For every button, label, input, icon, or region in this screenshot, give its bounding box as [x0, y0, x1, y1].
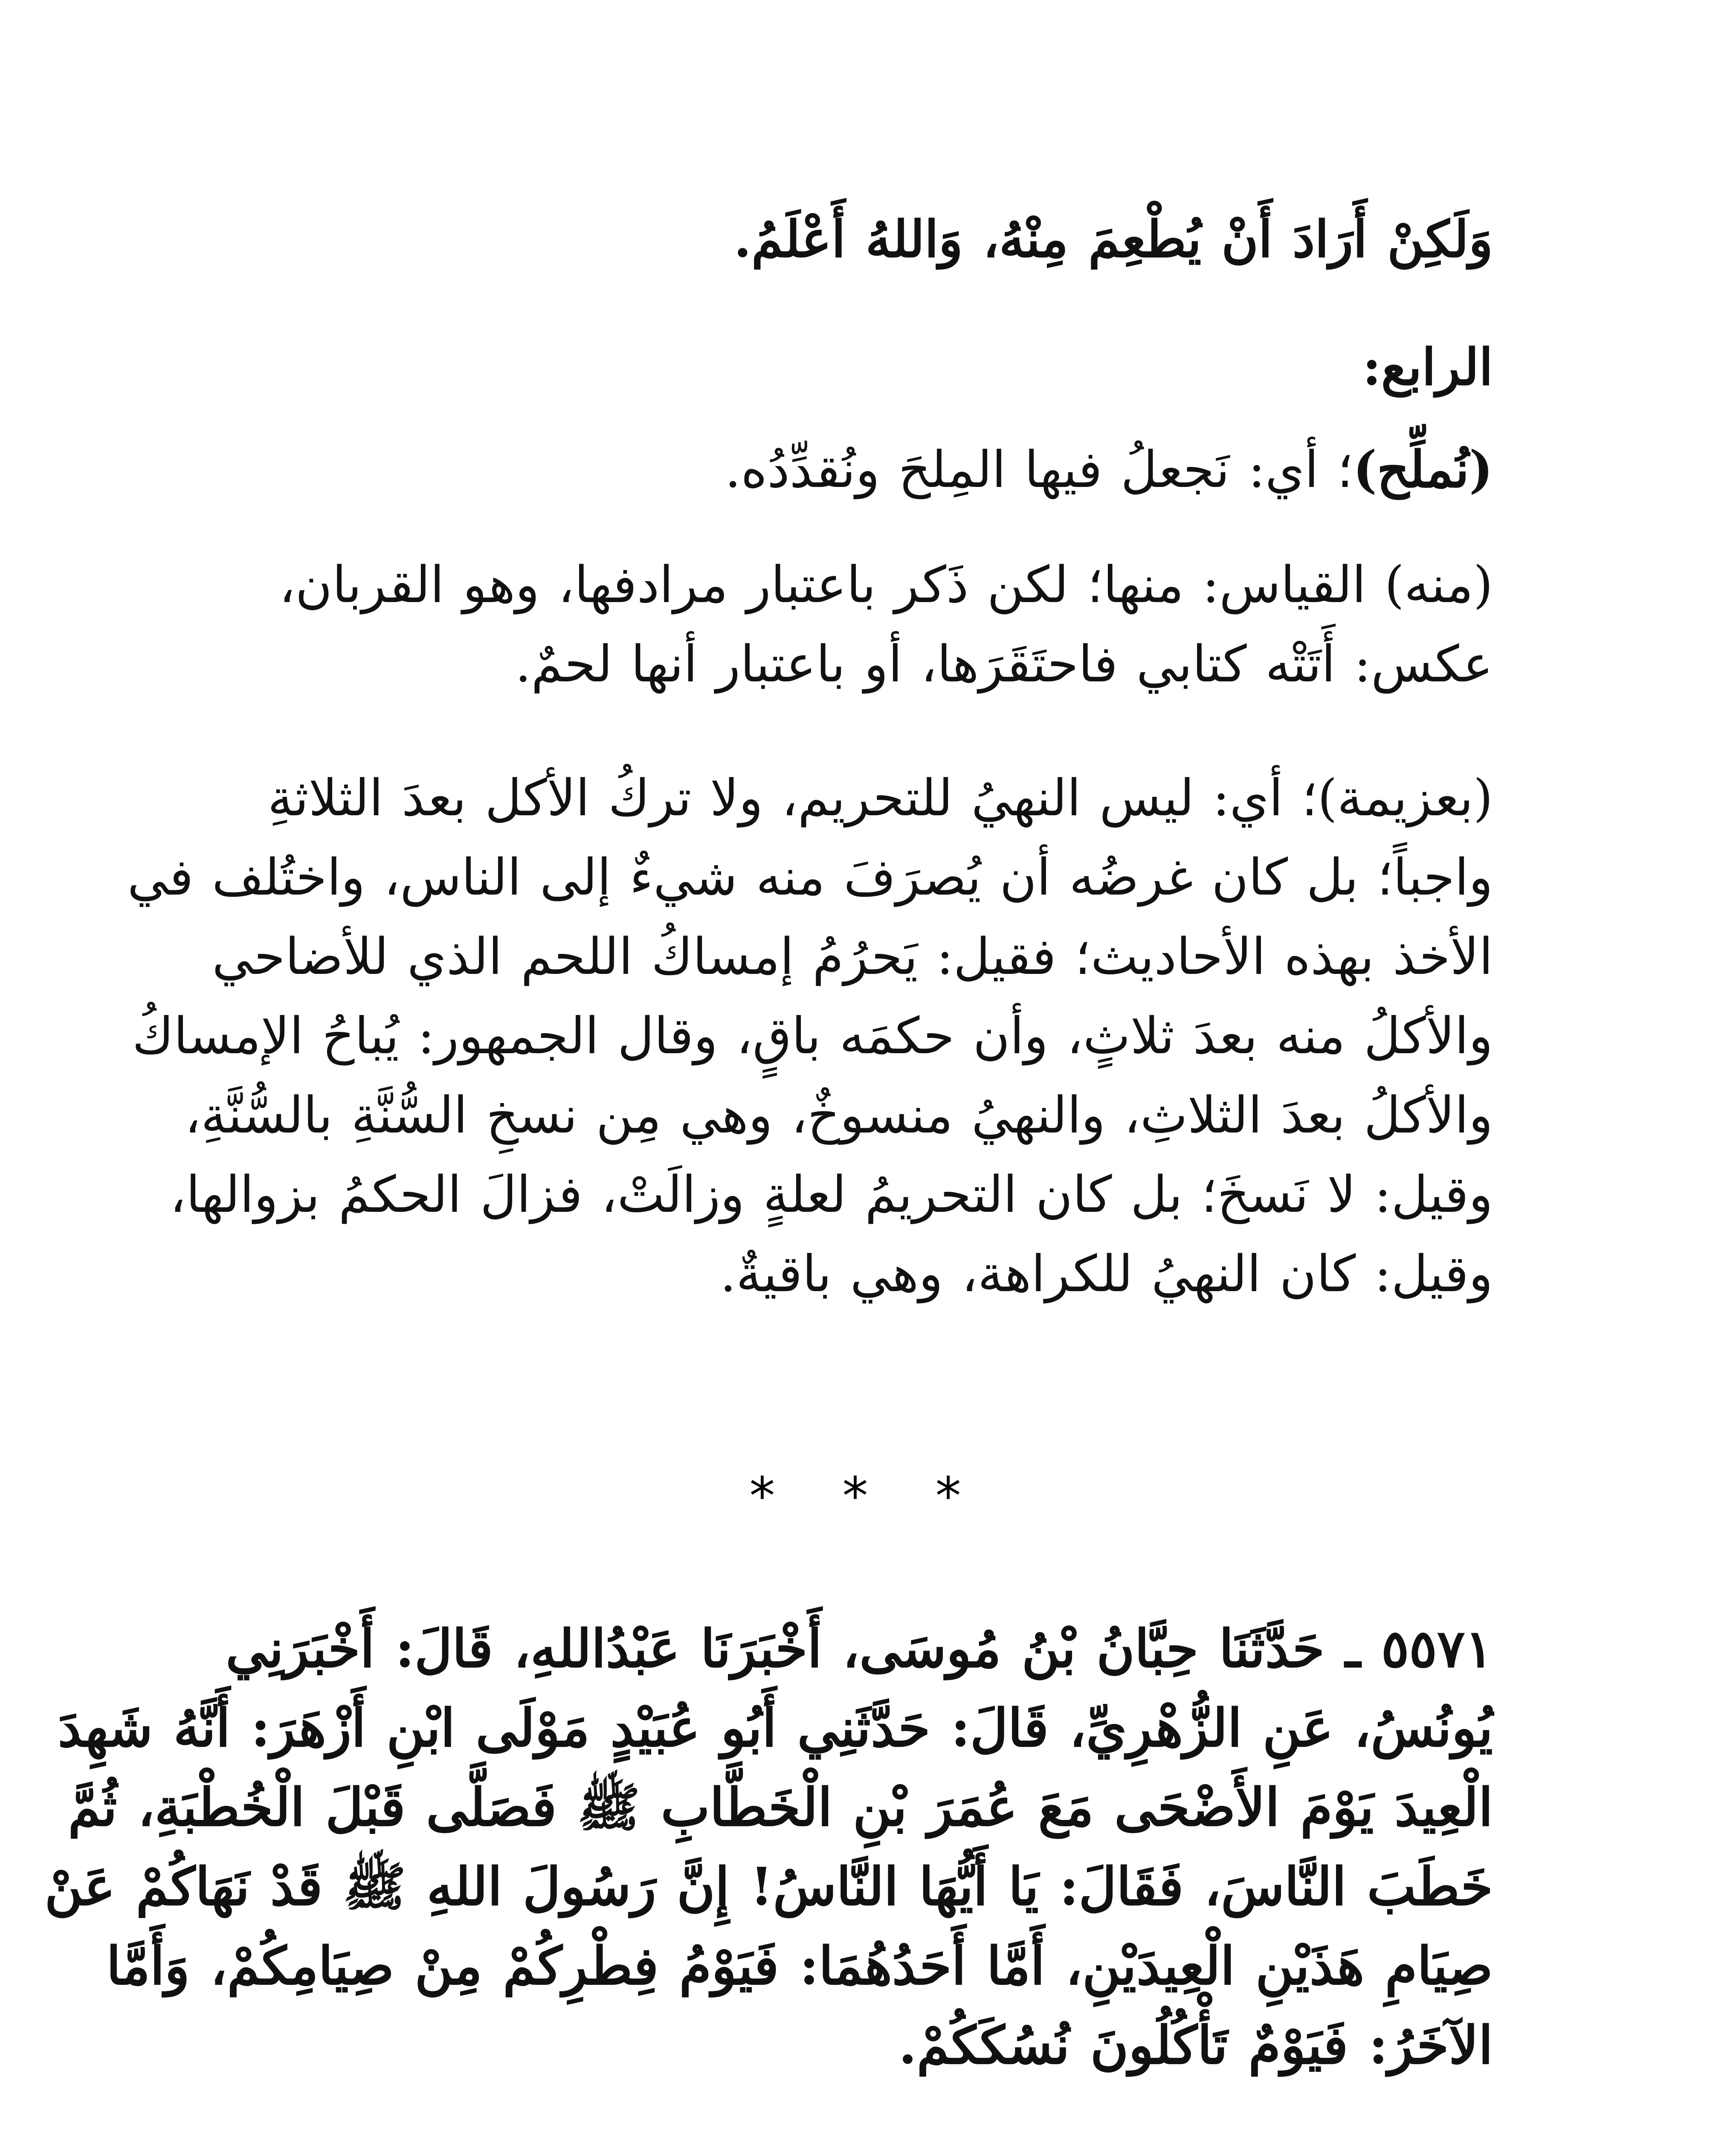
hadith-continuation-line: وَلَكِنْ أَرَادَ أَنْ يُطْعِمَ مِنْهُ، وَاللهُ أَعْلَمُ. [733, 209, 1493, 269]
commentary-text: ؛ أي: نَجعلُ فيها المِلحَ ونُقدِّدُه. [725, 440, 1353, 499]
commentary-line: الأخذ بهذه الأحاديث؛ فقيل: يَحرُمُ إمساكُ اللحم الذي للأضاحي [212, 927, 1493, 986]
commentary-paragraph-2 [235, 546, 1493, 704]
commentary-paragraph-3 [127, 759, 1493, 1314]
commentary-line: وقيل: لا نَسخَ؛ بل كان التحريمُ لعلةٍ وزالَتْ، فزالَ الحكمُ بزوالها، [170, 1165, 1493, 1224]
commentary-line: وقيل: كان النهيُ للكراهة، وهي باقيةٌ. [720, 1244, 1493, 1303]
hadith-line: الآخَرُ: فَيَوْمٌ تَأْكُلُونَ نُسُكَكُمْ. [898, 2014, 1493, 2076]
hadith-continuation [235, 200, 1493, 280]
commentary-term: (نُملِّح) [1353, 440, 1493, 499]
commentary-line: والأكلُ منه بعدَ ثلاثٍ، وأن حكمَه باقٍ، وقال الجمهور: يُباحُ الإمساكُ [132, 1006, 1493, 1065]
commentary-paragraph-1 [235, 431, 1493, 510]
hadith-line: خَطَبَ النَّاسَ، فَقَالَ: يَا أَيُّهَا النَّاسُ! إِنَّ رَسُولَ اللهِ ﷺ قَدْ نَهَاكُمْ عَنْ [44, 1856, 1493, 1917]
commentary-line: (منه) القياس: منها؛ لكن ذَكر باعتبار مرادفها، وهو القربان، [279, 555, 1493, 614]
section-separator: * * * [749, 1467, 987, 1526]
section-heading-text: الرابع: [1362, 337, 1493, 397]
commentary-line: (بعزيمة)؛ أي: ليس النهيُ للتحريم، ولا تركُ الأكل بعدَ الثلاثةِ [267, 768, 1493, 827]
hadith-line: ٥٥٧١ ـ حَدَّثَنَا حِبَّانُ بْنُ مُوسَى، أَخْبَرَنَا عَبْدُاللهِ، قَالَ: أَخْبَرَنِي [226, 1618, 1493, 1679]
commentary-line: عكس: أَتَتْه كتابي فاحتَقَرَها، أو باعتبار أنها لحمٌ. [515, 634, 1493, 693]
commentary-line [235, 431, 1493, 510]
hadith-line: صِيَامِ هَذَيْنِ الْعِيدَيْنِ، أَمَّا أَحَدُهُمَا: فَيَوْمُ فِطْرِكُمْ مِنْ صِيَامِكُمْ، وَأَمَّا [106, 1935, 1493, 1996]
hadith-text [44, 1608, 1493, 2083]
commentary-line: والأكلُ بعدَ الثلاثِ، والنهيُ منسوخٌ، وهي مِن نسخِ السُّنَّةِ بالسُّنَّةِ، [185, 1086, 1493, 1144]
commentary-line: واجباً؛ بل كان غرضُه أن يُصرَفَ منه شيءٌ إلى الناس، واختُلف في [127, 848, 1493, 907]
hadith-line: يُونُسُ، عَنِ الزُّهْرِيِّ، قَالَ: حَدَّثَنِي أَبُو عُبَيْدٍ مَوْلَى ابْنِ أَزْهَرَ: أَنَّهُ شَهِدَ [58, 1697, 1493, 1758]
section-heading [235, 328, 1493, 408]
hadith-line: الْعِيدَ يَوْمَ الأَضْحَى مَعَ عُمَرَ بْنِ الْخَطَّابِ ﷺ فَصَلَّى قَبْلَ الْخُطْبَةِ، ثُمَّ [68, 1776, 1493, 1838]
